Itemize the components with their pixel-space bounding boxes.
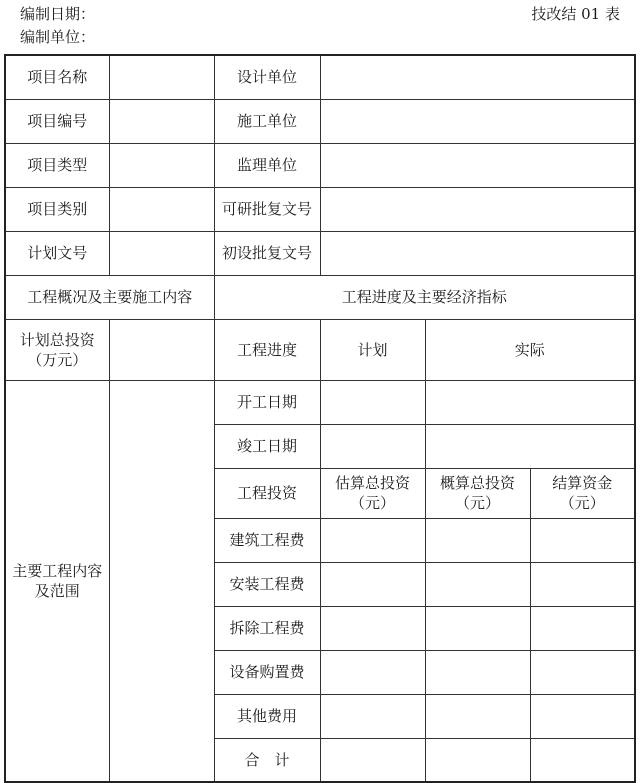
project-category-label: 项目类别: [5, 187, 109, 231]
preliminary-approval-label: 初设批复文号: [214, 231, 320, 275]
compile-unit-label: 编制单位：: [20, 28, 96, 46]
equipment-cost-estimate[interactable]: [320, 650, 425, 694]
total-settlement[interactable]: [530, 738, 635, 782]
building-cost-budget[interactable]: [425, 518, 530, 562]
settlement-funds-heading: 结算资金 （元）: [530, 468, 635, 518]
equipment-cost-settlement[interactable]: [530, 650, 635, 694]
overview-section-heading: 工程概况及主要施工内容: [5, 275, 214, 319]
equipment-cost-label: 设备购置费: [214, 650, 320, 694]
demolition-cost-estimate[interactable]: [320, 606, 425, 650]
table-row: [5, 55, 635, 99]
equipment-cost-budget[interactable]: [425, 650, 530, 694]
project-category-value[interactable]: [109, 187, 214, 231]
plan-doc-label: 计划文号: [5, 231, 109, 275]
supervision-unit-label: 监理单位: [214, 143, 320, 187]
installation-cost-label: 安装工程费: [214, 562, 320, 606]
table-row: [5, 275, 635, 319]
plan-doc-value[interactable]: [109, 231, 214, 275]
demolition-cost-settlement[interactable]: [530, 606, 635, 650]
main-content-label: 主要工程内容 及范围: [5, 380, 109, 782]
other-cost-estimate[interactable]: [320, 694, 425, 738]
actual-column-heading: 实际: [425, 319, 635, 380]
main-content-value[interactable]: [109, 380, 214, 782]
design-unit-label: 设计单位: [214, 55, 320, 99]
project-number-label: 项目编号: [5, 99, 109, 143]
start-date-actual[interactable]: [425, 380, 635, 424]
project-type-value[interactable]: [109, 143, 214, 187]
project-type-label: 项目类型: [5, 143, 109, 187]
start-date-plan[interactable]: [320, 380, 425, 424]
table-row: [5, 99, 635, 143]
table-row: [5, 187, 635, 231]
settlement-form-table: [4, 54, 636, 783]
planned-investment-label: 计划总投资 （万元）: [5, 319, 109, 380]
table-row: [5, 380, 635, 424]
total-budget[interactable]: [425, 738, 530, 782]
total-label: 合 计: [214, 738, 320, 782]
plan-column-heading: 计划: [320, 319, 425, 380]
estimate-total-heading: 估算总投资 （元）: [320, 468, 425, 518]
installation-cost-estimate[interactable]: [320, 562, 425, 606]
budget-total-heading: 概算总投资 （元）: [425, 468, 530, 518]
start-date-label: 开工日期: [214, 380, 320, 424]
total-estimate[interactable]: [320, 738, 425, 782]
building-cost-label: 建筑工程费: [214, 518, 320, 562]
table-row: [5, 231, 635, 275]
other-cost-budget[interactable]: [425, 694, 530, 738]
construction-unit-label: 施工单位: [214, 99, 320, 143]
feasibility-approval-label: 可研批复文号: [214, 187, 320, 231]
installation-cost-settlement[interactable]: [530, 562, 635, 606]
completion-date-actual[interactable]: [425, 424, 635, 468]
completion-date-label: 竣工日期: [214, 424, 320, 468]
project-name-value[interactable]: [109, 55, 214, 99]
building-cost-estimate[interactable]: [320, 518, 425, 562]
progress-section-heading: 工程进度及主要经济指标: [214, 275, 635, 319]
form-code: 技改结 01 表: [531, 5, 620, 23]
project-investment-label: 工程投资: [214, 468, 320, 518]
planned-investment-value[interactable]: [109, 319, 214, 380]
installation-cost-budget[interactable]: [425, 562, 530, 606]
feasibility-approval-value[interactable]: [320, 187, 635, 231]
preliminary-approval-value[interactable]: [320, 231, 635, 275]
completion-date-plan[interactable]: [320, 424, 425, 468]
progress-label: 工程进度: [214, 319, 320, 380]
table-row: [5, 319, 635, 380]
other-cost-settlement[interactable]: [530, 694, 635, 738]
table-row: [5, 143, 635, 187]
other-cost-label: 其他费用: [214, 694, 320, 738]
building-cost-settlement[interactable]: [530, 518, 635, 562]
supervision-unit-value[interactable]: [320, 143, 635, 187]
compile-date-label: 编制日期：: [20, 5, 96, 23]
demolition-cost-budget[interactable]: [425, 606, 530, 650]
design-unit-value[interactable]: [320, 55, 635, 99]
demolition-cost-label: 拆除工程费: [214, 606, 320, 650]
construction-unit-value[interactable]: [320, 99, 635, 143]
project-name-label: 项目名称: [5, 55, 109, 99]
project-number-value[interactable]: [109, 99, 214, 143]
